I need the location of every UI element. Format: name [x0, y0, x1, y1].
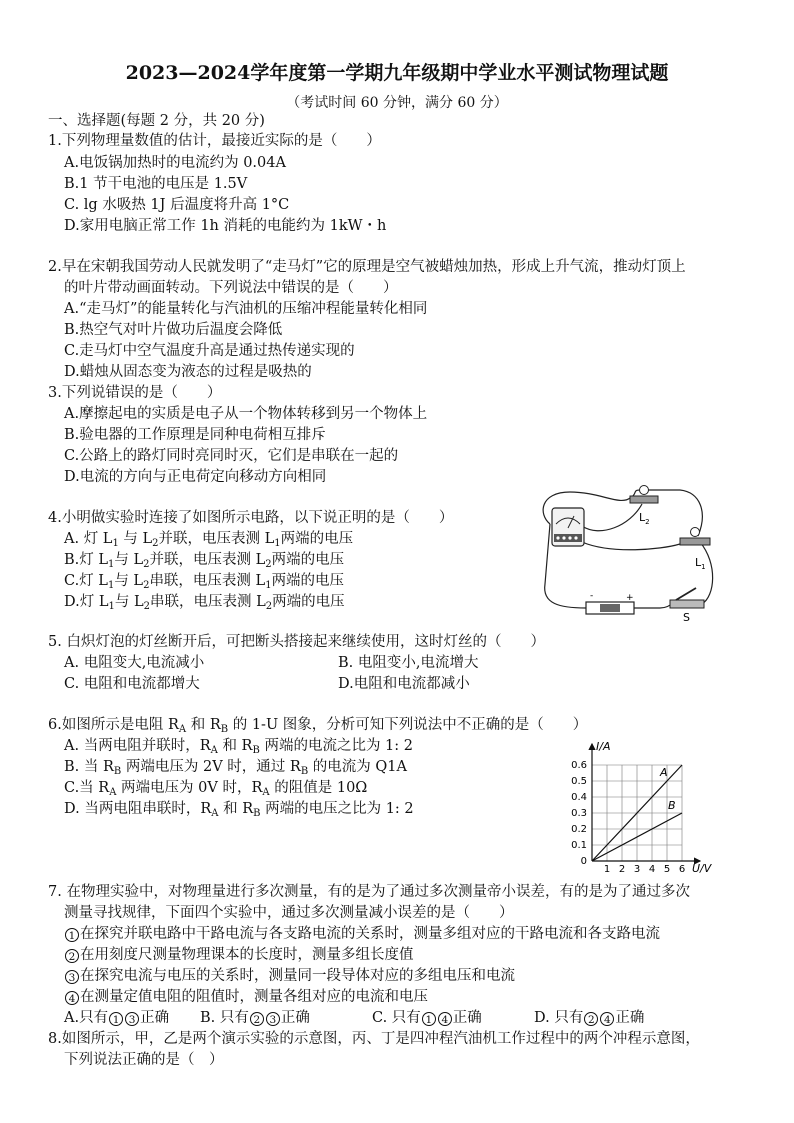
question-stem-continued: 的叶片带动画面转动。下列说法中错误的是（ ） [64, 280, 398, 296]
option-b: B. 只有 2 3 正确 [200, 1010, 310, 1026]
svg-text:0.5: 0.5 [571, 776, 587, 787]
exam-info: （考试时间 60 分钟，满分 60 分） [286, 95, 508, 111]
option-c: C.灯 $L_1$与 $L_2$串联，电压表测 $L_1$两端的电压 [64, 573, 345, 591]
circuit-diagram [530, 484, 720, 624]
option-c: C.公路上的路灯同时亮同时灭，它们是串联在一起的 [64, 448, 399, 464]
option-d: D.电流的方向与正电荷定向移动方向相同 [64, 469, 327, 485]
statement-3: 3 在探究电流与电压的关系时，测量同一段导体对应的多组电压和电流 [64, 967, 515, 985]
svg-text:+: + [626, 593, 634, 603]
option-a: A.摩擦起电的实质是电子从一个物体转移到另一个物体上 [64, 406, 428, 422]
voltmeter [552, 508, 584, 546]
option-b: B.灯 $L_1$与 $L_2$并联，电压表测 $L_2$两端的电压 [64, 552, 345, 570]
option-d: D. 当两电阻串联时，$R_A$ 和 $R_B$ 两端的电压之比为 1: 2 [64, 801, 414, 819]
svg-text:5: 5 [663, 864, 671, 874]
svg-text:0.1: 0.1 [571, 840, 587, 851]
svg-text:L2: $L_2$ [639, 511, 650, 526]
y-tick-labels [571, 760, 587, 867]
option-c: C. 电阻和电流都增大 [64, 676, 200, 692]
option-d: D.家用电脑正常工作 1h 消耗的电能约为 1kW・h [64, 218, 387, 234]
svg-text:0: 0 [580, 856, 587, 867]
x-axis-label: U/V [692, 862, 712, 874]
option-c: C.走马灯中空气温度升高是通过热传递实现的 [64, 343, 355, 359]
svg-text:2: 2 [618, 864, 626, 874]
svg-text:0.2: 0.2 [571, 824, 587, 835]
section-heading: 一、选择题(每题 2 分，共 20 分) [48, 113, 265, 129]
wire [634, 602, 674, 608]
circled-number: 1 [65, 928, 79, 942]
svg-text:0.6: 0.6 [571, 760, 587, 771]
statement-4: 4 在测量定值电阻的阻值时，测量各组对应的电流和电压 [64, 988, 428, 1006]
question-stem-continued: 测量寻找规律，下面四个实验中，通过多次测量减小误差的是（ ） [64, 905, 514, 921]
option-b: B.热空气对叶片做功后温度会降低 [64, 322, 283, 338]
svg-text:0.3: 0.3 [571, 808, 587, 819]
svg-text:0.4: 0.4 [571, 792, 587, 803]
circled-number: 4 [65, 991, 79, 1005]
option-b: B. 电阻变小,电流增大 [338, 655, 479, 671]
wire [582, 542, 680, 550]
option-c: C.当 $R_A$ 两端电压为 0V 时，$R_A$ 的阻值是 10Ω [64, 780, 368, 798]
option-a: A. 电阻变大,电流减小 [64, 655, 205, 671]
option-c: C. 只有 1 4 正确 [372, 1010, 482, 1026]
option-a: A. 灯 $L_1$ 与 $L_2$并联，电压表测 $L_1$两端的电压 [64, 531, 354, 549]
wire [700, 542, 713, 604]
option-b: B.验电器的工作原理是同种电荷相互排斥 [64, 427, 326, 443]
svg-text:S: S [683, 611, 690, 624]
lamp-l2 [630, 486, 658, 527]
svg-text:4: 4 [648, 864, 656, 874]
svg-text:3: 3 [633, 864, 641, 874]
option-b: B. 当 $R_B$ 两端电压为 2V 时，通过 $R_B$ 的电流为 Q1A [64, 759, 407, 777]
svg-text:-: - [590, 591, 594, 601]
svg-text:1: 1 [603, 864, 611, 874]
question-stem: 7. 在物理实验中，对物理量进行多次测量，有的是为了通过多次测量帝小误差，有的是为了通过多次 [48, 884, 690, 900]
question-stem: 6.如图所示是电阻 $R_A$ 和 $R_B$ 的 1-U 图象，分析可知下列说法中不正确的是（ ） [48, 717, 588, 735]
option-d: D. 只有 2 4 正确 [534, 1010, 645, 1026]
switch-s [670, 588, 704, 624]
page-title: 2023—2024学年度第一学期九年级期中学业水平测试物理试题 [125, 62, 669, 84]
statement-1: 1 在探究并联电路中干路电流与各支路电流的关系时，测量多组对应的干路电流和各支路电流 [64, 925, 660, 943]
question-stem: 1.下列物理量数值的估计，最接近实际的是（ ） [48, 133, 381, 149]
question-stem-continued: 下列说法正确的是（ ） [64, 1052, 224, 1068]
circled-number: 3 [65, 970, 79, 984]
option-b: B.1 节干电池的电压是 1.5V [64, 176, 248, 192]
question-stem: 8.如图所示，甲，乙是两个演示实验的示意图，丙、丁是四冲程汽油机工作过程中的两个冲程示意图， [48, 1031, 700, 1047]
iu-graph [560, 738, 730, 874]
option-a: A.只有 1 3 正确 [64, 1010, 170, 1026]
question-stem: 3.下列说错误的是（ ） [48, 385, 222, 401]
battery [586, 591, 634, 614]
question-stem: 5. 白炽灯泡的灯丝断开后，可把断头搭接起来继续使用，这时灯丝的（ ） [48, 634, 545, 650]
option-a: A. 当两电阻并联时，$R_A$ 和 $R_B$ 两端的电流之比为 1: 2 [64, 738, 414, 756]
line-b-label: B [668, 799, 676, 812]
circled-number: 2 [65, 949, 79, 963]
svg-text:L1: $L_1$ [695, 556, 706, 571]
wire [582, 504, 642, 531]
svg-text:6: 6 [678, 864, 686, 874]
y-axis-label: I/A [596, 740, 611, 753]
option-c: C. lg 水吸热 1J 后温度将升高 1°C [64, 197, 290, 213]
option-d: D.电阻和电流都减小 [338, 676, 470, 692]
x-tick-labels [604, 864, 685, 874]
line-a-label: A [660, 766, 668, 779]
question-stem: 2.早在宋朝我国劳动人民就发明了“走马灯”它的原理是空气被蜡烛加热，形成上升气流，推动灯顶上 [48, 259, 686, 275]
question-stem: 4.小明做实验时连接了如图所示电路，以下说正明的是（ ） [48, 510, 454, 526]
option-d: D.蜡烛从固态变为液态的过程是吸热的 [64, 364, 312, 380]
statement-2: 2 在用刻度尺测量物理课本的长度时，测量多组长度值 [64, 946, 414, 964]
option-a: A.“走马灯”的能量转化与汽油机的压缩冲程能量转化相同 [64, 301, 428, 317]
option-a: A.电饭锅加热时的电流约为 0.04A [64, 155, 286, 171]
option-d: D.灯 $L_1$与 $L_2$串联，电压表测 $L_2$两端的电压 [64, 594, 345, 612]
